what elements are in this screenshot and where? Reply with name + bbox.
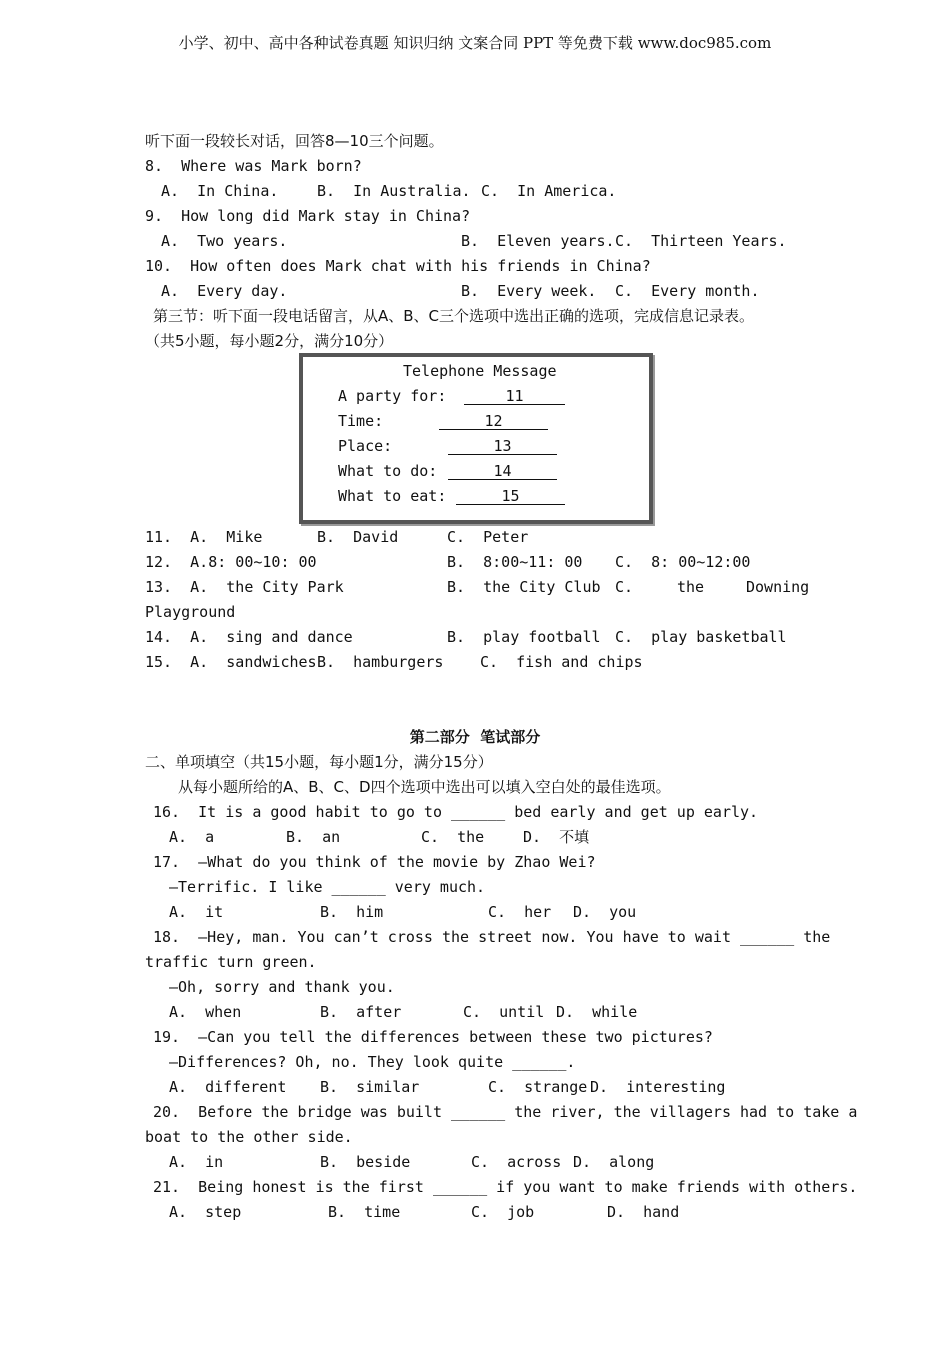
message-label-do: What to do:	[338, 462, 438, 480]
q21-option-c: C. job	[471, 1203, 535, 1221]
blank-11: 11	[464, 388, 565, 405]
q12-option-c: C. 8: 00~12:00	[615, 553, 751, 571]
q17-option-b: B. him	[320, 903, 384, 921]
q11-option-b: B. David	[317, 528, 399, 546]
q13-option-c-letter: C.	[615, 578, 634, 596]
q18-option-c: C. until	[463, 1003, 545, 1021]
q13-option-c-word3: Playground	[145, 603, 236, 621]
blank-14: 14	[448, 463, 557, 480]
q19-option-c: C. strange	[488, 1078, 588, 1096]
q15-option-a: 15. A. sandwiches	[145, 653, 317, 671]
part2-heading: 二、单项填空（共15小题，每小题1分，满分15分）	[145, 753, 493, 771]
q17-option-c: C. her	[488, 903, 552, 921]
q17-question: 17. —What do you think of the movie by Zhao Wei?	[153, 853, 596, 871]
q14-option-a: 14. A. sing and dance	[145, 628, 353, 646]
page-header: 小学、初中、高中各种试卷真题 知识归纳 文案合同 PPT 等免费下载 www.doc985.com	[178, 34, 772, 52]
message-title: Telephone Message	[403, 362, 557, 380]
q11-option-a: 11. A. Mike	[145, 528, 263, 546]
q15-option-b: B. hamburgers	[317, 653, 444, 671]
q18-option-b: B. after	[320, 1003, 402, 1021]
q18-question: 18. —Hey, man. You can’t cross the street now. You have to wait ______ the	[153, 928, 831, 946]
q8-question: 8. Where was Mark born?	[145, 157, 362, 175]
q13-option-a: 13. A. the City Park	[145, 578, 344, 596]
q21-option-a: A. step	[169, 1203, 242, 1221]
q21-question: 21. Being honest is the first ______ if you want to make friends with others.	[153, 1178, 858, 1196]
q20-question: 20. Before the bridge was built ______ the river, the villagers had to take a	[153, 1103, 858, 1121]
q18-question-cont: traffic turn green.	[145, 953, 317, 971]
part2-title: 第二部分 笔试部分	[409, 728, 541, 746]
q8-option-b: B. In Australia.	[317, 182, 471, 200]
q19-option-a: A. different	[169, 1078, 287, 1096]
q13-option-b: B. the City Club	[447, 578, 601, 596]
section3-score: （共5小题，每小题2分，满分10分）	[145, 332, 394, 350]
q9-question: 9. How long did Mark stay in China?	[145, 207, 471, 225]
q16-question: 16. It is a good habit to go to ______ bed early and get up early.	[153, 803, 759, 821]
q20-option-c: C. across	[471, 1153, 562, 1171]
q20-option-b: B. beside	[320, 1153, 411, 1171]
q19-option-b: B. similar	[320, 1078, 420, 1096]
q9-option-c: C. Thirteen Years.	[615, 232, 787, 250]
q17-option-a: A. it	[169, 903, 224, 921]
q16-option-a: A. a	[169, 828, 215, 846]
q12-option-a: 12. A.8: 00~10: 00	[145, 553, 317, 571]
q12-option-b: B. 8:00~11: 00	[447, 553, 583, 571]
q8-option-a: A. In China.	[161, 182, 279, 200]
q8-option-c: C. In America.	[481, 182, 617, 200]
q10-option-c: C. Every month.	[615, 282, 760, 300]
q10-option-b: B. Every week.	[461, 282, 597, 300]
q21-option-b: B. time	[328, 1203, 401, 1221]
q19-question: 19. —Can you tell the differences between these two pictures?	[153, 1028, 713, 1046]
q16-option-c: C. the	[421, 828, 485, 846]
message-label-eat: What to eat:	[338, 487, 447, 505]
message-label-time: Time:	[338, 412, 384, 430]
q17-option-d: D. you	[573, 903, 637, 921]
message-label-place: Place:	[338, 437, 393, 455]
q20-option-d: D. along	[573, 1153, 655, 1171]
q9-option-b: B. Eleven years.	[461, 232, 615, 250]
q17-reply: —Terrific. I like ______ very much.	[169, 878, 486, 896]
q14-option-b: B. play football	[447, 628, 601, 646]
q9-option-a: A. Two years.	[161, 232, 288, 250]
q19-option-d: D. interesting	[590, 1078, 726, 1096]
q11-option-c: C. Peter	[447, 528, 529, 546]
blank-13: 13	[448, 438, 557, 455]
message-label-party: A party for:	[338, 387, 447, 405]
blank-12: 12	[439, 413, 548, 430]
q20-question-cont: boat to the other side.	[145, 1128, 353, 1146]
q14-option-c: C. play basketball	[615, 628, 787, 646]
q13-option-c-word2: Downing	[746, 578, 810, 596]
q18-option-a: A. when	[169, 1003, 242, 1021]
listening-instruction: 听下面一段较长对话，回答8—10三个问题。	[145, 132, 444, 150]
q18-reply: —Oh, sorry and thank you.	[169, 978, 395, 996]
q13-option-c-word1: the	[677, 578, 705, 596]
q16-option-d: D. 不填	[523, 828, 590, 846]
q19-reply: —Differences? Oh, no. They look quite ______.	[169, 1053, 576, 1071]
q21-option-d: D. hand	[607, 1203, 680, 1221]
q20-option-a: A. in	[169, 1153, 224, 1171]
part2-instruction: 从每小题所给的A、B、C、D四个选项中选出可以填入空白处的最佳选项。	[178, 778, 671, 796]
q10-question: 10. How often does Mark chat with his friends in China?	[145, 257, 651, 275]
q10-option-a: A. Every day.	[161, 282, 288, 300]
section3-instruction: 第三节：听下面一段电话留言，从A、B、C三个选项中选出正确的选项，完成信息记录表。	[153, 307, 755, 325]
q15-option-c: C. fish and chips	[480, 653, 643, 671]
blank-15: 15	[456, 488, 565, 505]
q16-option-b: B. an	[286, 828, 341, 846]
q18-option-d: D. while	[556, 1003, 638, 1021]
